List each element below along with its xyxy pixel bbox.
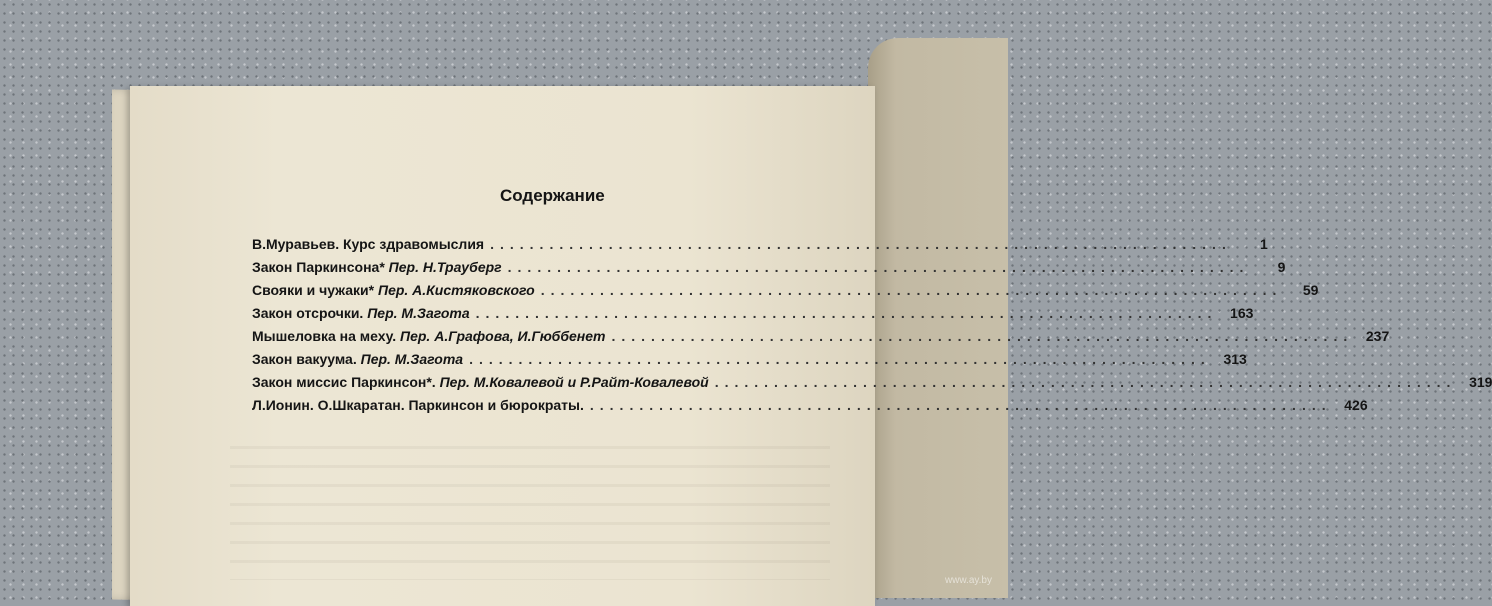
table-of-contents — [252, 233, 1492, 417]
leader-dots: ........................................................................... — [507, 259, 1250, 275]
leader-dots: ........................................................................... — [490, 236, 1232, 252]
leader-dots: ........................................................................... — [714, 374, 1457, 390]
entry-title: Закон Паркинсона* — [252, 259, 385, 275]
entry-page: 426 — [1344, 397, 1368, 413]
entry-page: 237 — [1365, 328, 1390, 344]
entry-translator: Пер. М.Загота — [367, 305, 470, 321]
entry-page: 319 — [1469, 374, 1492, 390]
leader-dots: ........................................................................... — [469, 351, 1211, 367]
leader-dots: ........................................................................... — [475, 305, 1218, 321]
toc-entry — [252, 371, 1492, 394]
entry-translator: Пер. Н.Трауберг — [388, 259, 502, 275]
toc-entry — [252, 233, 1268, 256]
toc-entry — [252, 256, 1286, 279]
entry-title: Л.Ионин. О.Шкаратан. Паркинсон и бюрократы. — [252, 397, 584, 413]
entry-title: В.Муравьев. Курс здравомыслия — [252, 236, 485, 252]
leader-dots: ........................................................................... — [589, 397, 1332, 413]
entry-page: 1 — [1260, 236, 1268, 252]
entry-translator: Пер. М.Загота — [360, 351, 464, 367]
toc-entry — [252, 394, 1368, 417]
toc-entry — [252, 279, 1319, 302]
toc-entry — [252, 325, 1390, 348]
entry-page: 9 — [1277, 259, 1286, 275]
entry-translator: Пер. А.Кистяковского — [378, 282, 535, 298]
watermark: www.ay.by — [944, 575, 992, 586]
toc-entry — [252, 348, 1247, 371]
entry-page: 59 — [1302, 282, 1319, 298]
toc-entry — [252, 302, 1254, 325]
contents-heading: Содержание — [500, 186, 605, 205]
entry-title: Свояки и чужаки* — [252, 282, 375, 298]
entry-title: Закон миссис Паркинсон*. — [252, 374, 436, 390]
entry-page: 313 — [1223, 351, 1247, 367]
entry-title: Закон вакуума. — [252, 351, 357, 367]
page-bleed-through — [230, 430, 830, 580]
entry-title: Закон отсрочки. — [252, 305, 364, 321]
entry-page: 163 — [1230, 305, 1254, 321]
leader-dots: ........................................................................... — [540, 282, 1283, 298]
entry-translator: Пер. М.Ковалевой и Р.Райт-Ковалевой — [439, 374, 709, 390]
entry-translator: Пер. А.Графова, И.Гюббенет — [400, 328, 606, 344]
entry-title: Мышеловка на меху. — [252, 328, 397, 344]
leader-dots: ........................................................................... — [611, 328, 1354, 344]
